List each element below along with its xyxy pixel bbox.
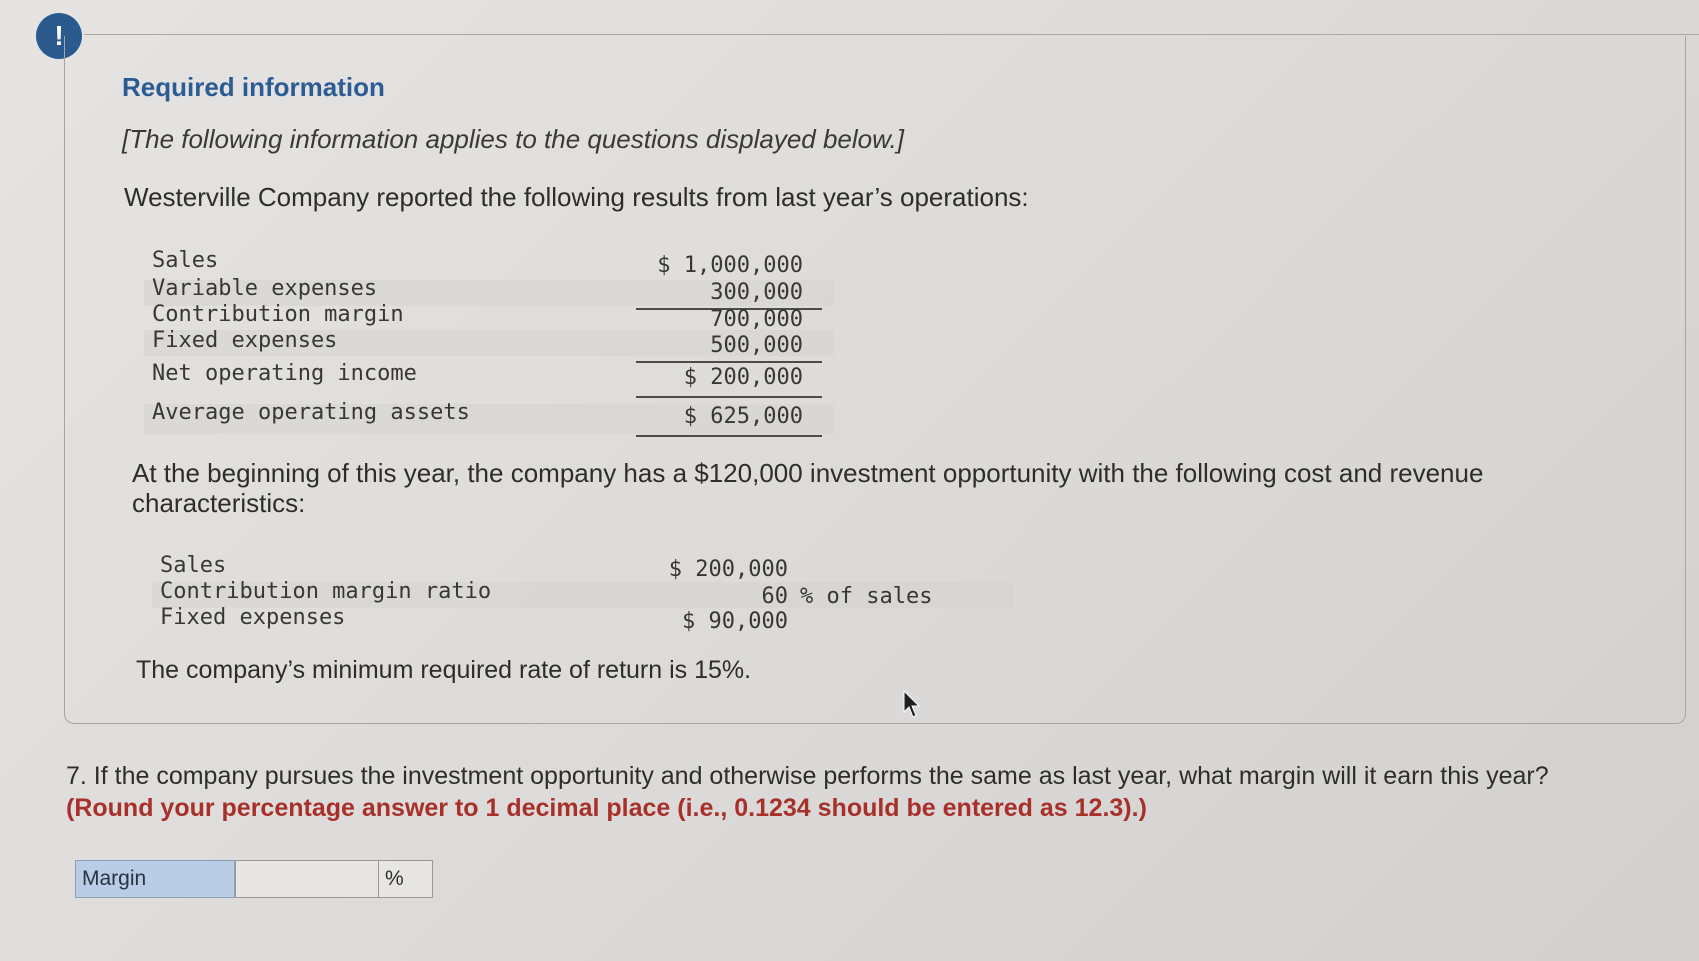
result-label: Contribution margin xyxy=(152,302,404,327)
rounding-instruction: (Round your percentage answer to 1 decimal place (i.e., 0.1234 should be entered as 12.3).) xyxy=(66,794,1147,822)
opportunity-unit: % of sales xyxy=(800,584,933,609)
question-text: 7. If the company pursues the investment opportunity and otherwise performs the same as last year, what margin will it earn this year? xyxy=(66,762,1549,790)
result-label: Sales xyxy=(152,248,219,273)
opportunity-value: $ 90,000 xyxy=(682,609,788,634)
opportunity-label: Fixed expenses xyxy=(160,605,346,630)
opportunity-label: Contribution margin ratio xyxy=(160,579,492,604)
margin-label: Margin xyxy=(75,860,235,898)
total-rule xyxy=(636,396,822,398)
question-7 xyxy=(66,760,1686,824)
percent-unit: % xyxy=(379,860,433,898)
results-intro: Westerville Company reported the following results from last year’s operations: xyxy=(124,182,1029,212)
required-information-title: Required information xyxy=(122,72,385,102)
result-label: Net operating income xyxy=(152,361,417,386)
opportunity-value: 60 xyxy=(761,584,788,609)
result-label: Fixed expenses xyxy=(152,328,338,353)
result-value: 500,000 xyxy=(710,333,803,358)
info-note: [The following information applies to the questions displayed below.] xyxy=(122,124,904,154)
opportunity-value: $ 200,000 xyxy=(668,557,788,582)
result-value: $ 1,000,000 xyxy=(657,253,803,278)
margin-answer-row xyxy=(75,860,433,898)
opportunity-label: Sales xyxy=(160,553,227,578)
required-return-text: The company’s minimum required rate of return is 15%. xyxy=(136,656,752,684)
result-value: $ 625,000 xyxy=(683,404,803,429)
mouse-cursor-icon xyxy=(902,690,922,720)
top-divider xyxy=(84,34,1699,35)
result-label: Variable expenses xyxy=(152,276,378,301)
result-value: 300,000 xyxy=(710,280,803,305)
total-rule xyxy=(636,435,822,437)
opportunity-intro: At the beginning of this year, the company has a $120,000 investment opportunity with the following cost and revenue characteristics: xyxy=(132,458,1484,518)
margin-input[interactable] xyxy=(235,860,379,898)
subtotal-rule xyxy=(636,361,822,363)
exclamation-icon: ! xyxy=(36,13,82,59)
result-value: $ 200,000 xyxy=(683,365,803,390)
result-label: Average operating assets xyxy=(152,400,470,425)
result-value: 700,000 xyxy=(710,307,803,332)
